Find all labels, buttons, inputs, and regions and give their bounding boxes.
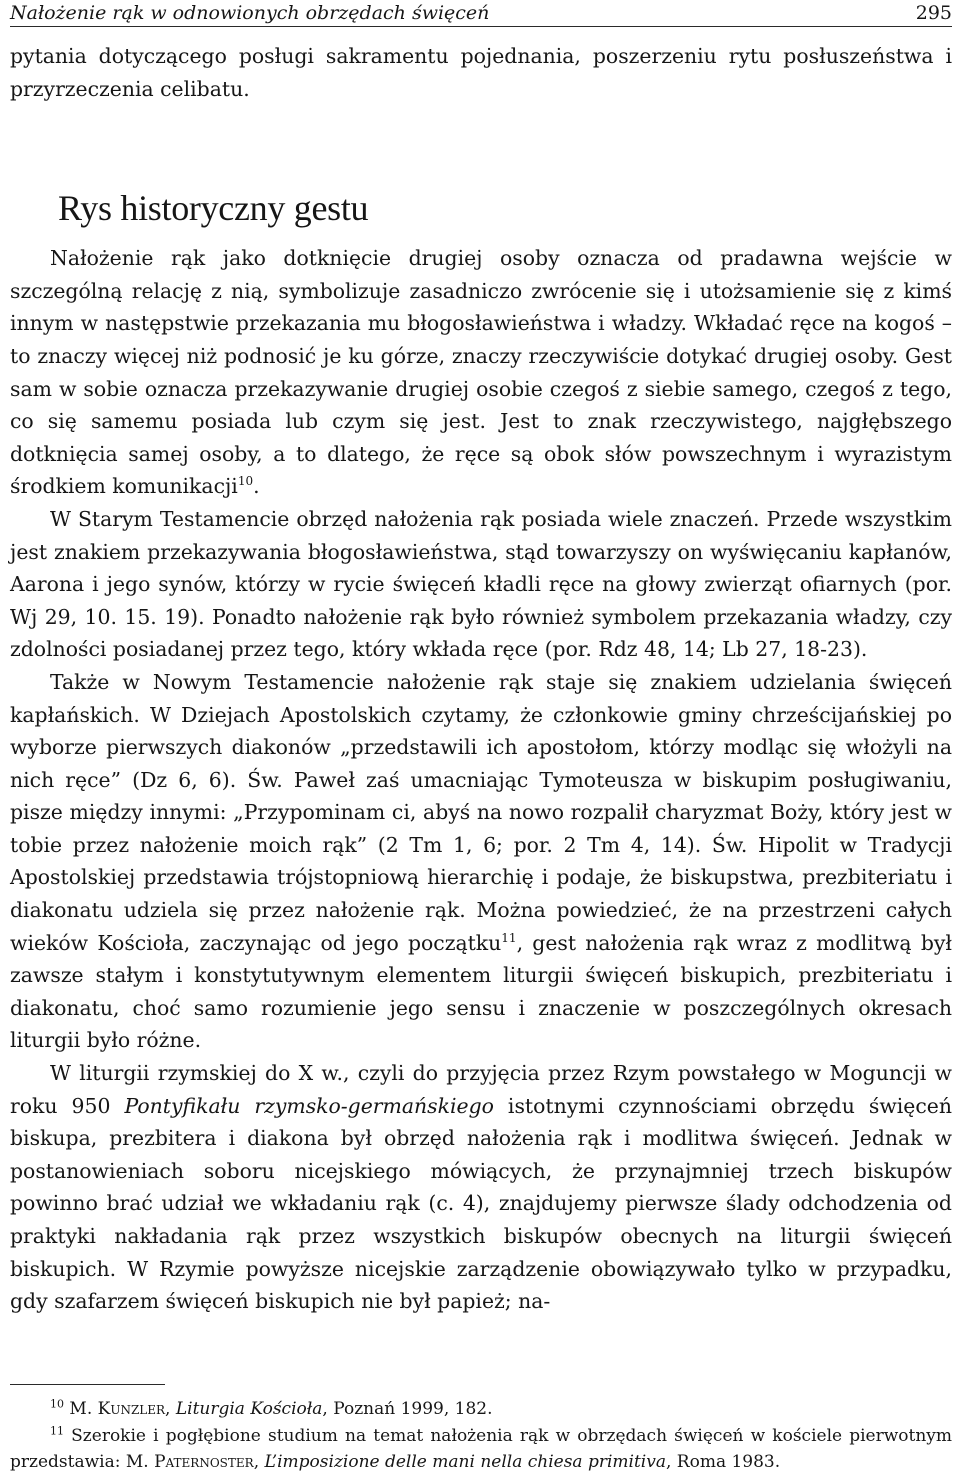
footnote-separator: ,: [253, 1452, 265, 1472]
footnote-number: 11: [50, 1423, 64, 1437]
footnote-ref-10[interactable]: 10: [237, 474, 254, 489]
footnote-number: 10: [50, 1397, 64, 1411]
footnote-11: [10, 1423, 952, 1476]
running-head-title: Nałożenie rąk w odnowionych obrzędach święceń: [10, 2, 490, 24]
footnote-separator: ,: [165, 1399, 176, 1419]
main-text: [10, 40, 952, 1318]
paragraph-4-before: W liturgii rzymskiej do X w., czyli do przyjęcia przez Rzym powstałego w Moguncji w roku 950: [10, 1061, 952, 1118]
paragraph-3-text: Także w Nowym Testamencie nałożenie rąk staje się znakiem udzielania święceń kapłańskich. W Dziejach Apostolskich czytamy, że członkowie gminy chrześcijańskiej po wyborze pierwszych diakonów „przedstawili ich apostołom, którzy modląc się włożyli na nich ręce” (Dz 6, 6). Św. Paweł zaś umacniając Tymoteusza w biskupim posługiwaniu, pisze między innymi: „Przypominam ci, abyś na nowo rozpalił charyzmat Boży, który jest w tobie przez nałożenie moich rąk” (2 Tm 1, 6; por. 2 Tm 4, 14). Św. Hipolit w Tradycji Apostolskiej przedstawia trójstopniową hierarchię i podaje, że biskupstwa, prezbiteriatu i diakonatu udziela się przez nałożenie rąk. Można powiedzieć, że na przestrzeni całych wieków Kościoła, zaczynając od jego początku: [10, 669, 952, 955]
intro-paragraph: pytania dotyczącego posługi sakramentu pojednania, poszerzeniu rytu posłuszeństwa i przyrzeczenia celibatu.: [10, 44, 952, 101]
section-heading: Rys historyczny gestu: [58, 188, 369, 229]
paragraph-1: [10, 242, 952, 503]
running-head: [10, 0, 952, 27]
footnote-publication: , Poznań 1999, 182.: [322, 1399, 493, 1419]
footnote-book-title: Liturgia Kościoła: [175, 1399, 323, 1419]
paragraph-4: [10, 1057, 952, 1318]
footnote-book-title: L’imposizione delle mani nella chiesa primitiva: [264, 1452, 666, 1472]
footnote-author-initial: M. K: [69, 1399, 111, 1419]
paragraph-3-end: , gest nałożenia rąk wraz z modlitwą był zawsze stałym i konstytutywnym elementem liturgii święceń biskupich, prezbiteriatu i diakonatu, choć samo rozumienie jego sensu i znaczenie w poszczególnych okresach liturgii było różne.: [10, 930, 952, 1053]
footnote-author-name: aternoster: [165, 1452, 254, 1472]
footnote-10: [10, 1396, 952, 1423]
footnote-rule: [10, 1384, 165, 1385]
paragraph-2: W Starym Testamencie obrzęd nałożenia rąk posiada wiele znaczeń. Przede wszystkim jest znakiem przekazywania błogosławieństwa, stąd towarzyszy on wyświęcaniu kapłanów, Aarona i jego synów, którzy w rycie święceń kładli ręce na głowy zwierząt ofiarnych (por. Wj 29, 10. 15. 19). Ponadto nałożenie rąk było również symbolem przekazania władzy, czy zdolności posiadanej przez tego, który wkłada ręce (por. Rdz 48, 14; Lb 27, 18-23).: [10, 506, 952, 662]
footnote-ref-11[interactable]: 11: [501, 930, 517, 945]
footnote-author-name: unzler: [110, 1399, 166, 1419]
footnote-publication: , Roma 1983.: [665, 1452, 781, 1472]
paragraph-1-text: Nałożenie rąk jako dotknięcie drugiej osoby oznacza od pradawna wejście w szczególną relację z nią, symbolizuje zasadniczo zwrócenie się i utożsamienie się z kimś innym w następstwie przekazania mu błogosławieństwa i władzy. Wkładać ręce na kogoś – to znaczy więcej niż podnosić je ku górze, znaczy rzeczywiście dotykać drugiej osoby. Gest sam w sobie oznacza przekazywanie drugiej osobie czegoś z siebie samego, czegoś z tego, co się samemu posiada lub czym się jest. Jest to znak rzeczywistego, najgłębszego dotknięcia samej osoby, a to dlatego, że ręce są obok słów powszechnym i wyrazistym środkiem komunikacji: [10, 246, 952, 499]
page-number: 295: [915, 2, 952, 24]
pontifical-title: Pontyfikału rzymsko-germańskiego: [124, 1093, 494, 1118]
footnotes: [10, 1396, 952, 1476]
footnote-text: Szerokie i pogłębione studium na temat nałożenia rąk w obrzędach święceń w kościele pierwotnym przedstawia: M. P: [10, 1425, 953, 1472]
paragraph-3: [10, 666, 952, 1057]
paragraph-1-end: .: [253, 474, 260, 499]
paragraph-4-after: istotnymi czynnościami obrzędu święceń biskupa, prezbitera i diakona był obrzęd nałożenia rąk i modlitwa święceń. Jednak w postanowieniach soboru nicejskiego mówiących, że przynajmniej trzech biskupów powinno brać udział we wkładaniu rąk (c. 4), znajdujemy pierwsze ślady odchodzenia od praktyki nakładania rąk przez wszystkich biskupów obecnych na liturgii święceń biskupich. W Rzymie powyższe nicejskie zarządzenie obowiązywało tylko w przypadku, gdy szafarzem święceń biskupich nie był papież; na-: [10, 1093, 952, 1314]
